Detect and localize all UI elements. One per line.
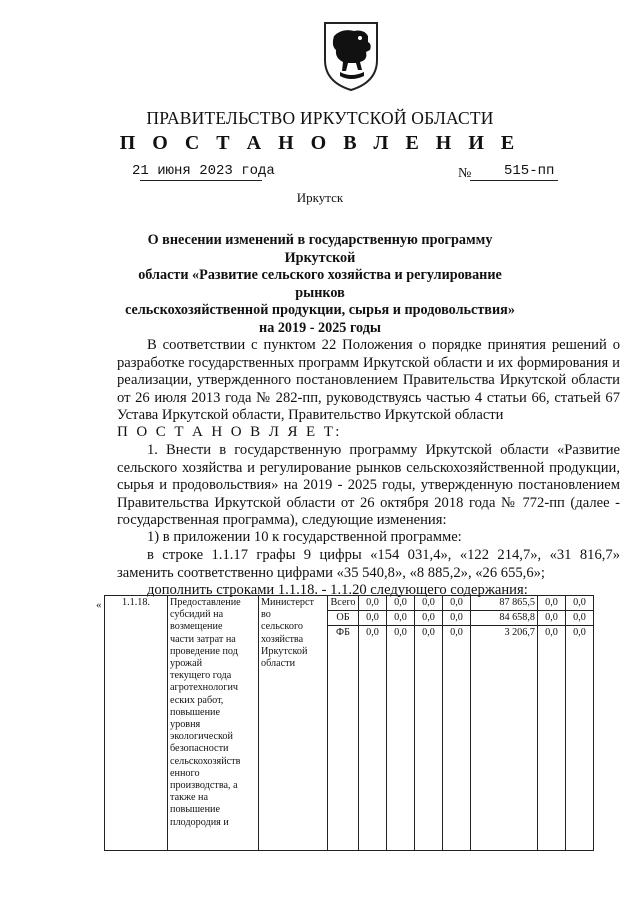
description-line: субсидий на — [170, 609, 224, 621]
document-number: 515-пп — [504, 163, 555, 179]
subject-line: О внесении изменений в государственную программу Иркутской — [147, 232, 493, 266]
table-cell: 0,0 — [387, 626, 415, 851]
responsible-line: области — [261, 658, 296, 670]
description-line: еских работ, — [170, 694, 224, 706]
description-line: части затрат на — [170, 633, 236, 645]
city: Иркутск — [296, 190, 344, 205]
paragraph-replace-figures: в строке 1.1.17 графы 9 цифры «154 031,4», «122 214,7», «31 816,7» заменить соответственно цифрами «35 540,8», «8 885,2», «26 655,6»; — [117, 547, 620, 581]
description-line: урожай — [170, 658, 203, 670]
funding-label: ОБ — [328, 611, 359, 626]
document-date: 21 июня 2023 года — [132, 163, 275, 179]
government-name: ПРАВИТЕЛЬСТВО ИРКУТСКОЙ ОБЛАСТИ — [146, 108, 494, 128]
table-cell: 0,0 — [443, 596, 471, 611]
description-line: повышение — [170, 706, 220, 718]
document-type-title: П О С Т А Н О В Л Е Н И Е — [119, 132, 521, 154]
table-cell: 0,0 — [415, 626, 443, 851]
description-line: проведение под — [170, 645, 238, 657]
table-cell: 0,0 — [443, 626, 471, 851]
table-cell: 0,0 — [538, 611, 566, 626]
description-line: безопасности — [170, 743, 229, 755]
description-line: уровня — [170, 719, 201, 731]
table-cell: 0,0 — [387, 596, 415, 611]
subject-line: области «Развитие сельского хозяйства и регулирование рынков — [138, 267, 502, 301]
paragraph-item-1: 1. Внести в государственную программу Иркутской области «Развитие сельского хозяйства и регулирование рынков сельскохозяйственной продукции, сырья и продовольствия» на 2019 - 2025 годы, утвержденную постановлением Правительства Иркутской области от 26 октября 2018 года № 772-пп (далее - государственная программа), следующие изменения: — [117, 442, 620, 528]
subject-line: сельскохозяйственной продукции, сырья и продовольствия» — [125, 302, 515, 318]
table-cell: 0,0 — [415, 611, 443, 626]
row-code: 1.1.18. — [105, 596, 168, 851]
responsible-line: во — [261, 609, 271, 621]
description-line: повышение — [170, 804, 220, 816]
responsible-line: Иркутской — [261, 645, 308, 657]
description-line: агротехнологич — [170, 682, 239, 694]
table-cell-total: 3 206,7 — [471, 626, 538, 851]
description-line: плодородия и — [170, 816, 229, 828]
table-row — [105, 596, 594, 611]
date-underline — [140, 180, 262, 181]
paragraph-preamble: В соответствии с пунктом 22 Положения о порядке принятия решений о разработке государственных программ Иркутской области и их формирования и реализации, утвержденного постановлением Правительства Иркутской области от 26 июля 2013 года № 282-пп, руководствуясь частью 4 статьи 66, статьей 67 Устава Иркутской области, Правительство Иркутской области — [117, 337, 620, 423]
description-line: возмещение — [170, 621, 223, 633]
table-cell: 0,0 — [443, 611, 471, 626]
funding-label: Всего — [328, 596, 359, 611]
responsible-line: сельского — [261, 621, 303, 633]
table-cell: 0,0 — [566, 596, 594, 611]
description-line: экологической — [170, 731, 233, 743]
funding-label: ФБ — [328, 626, 359, 851]
resolves-heading: П О С Т А Н О В Л Я Е Т: — [117, 424, 342, 440]
table-cell: 0,0 — [387, 611, 415, 626]
table-cell-total: 87 865,5 — [471, 596, 538, 611]
number-sign: № — [458, 166, 472, 181]
description-line: также на — [170, 792, 208, 804]
responsible-line: Министерст — [261, 597, 314, 608]
coat-of-arms-icon — [322, 20, 380, 92]
table-cell: 0,0 — [566, 611, 594, 626]
open-quote: « — [96, 599, 102, 611]
paragraph-subitem-1: 1) в приложении 10 к государственной программе: — [147, 529, 462, 545]
responsible-line: хозяйства — [261, 633, 304, 645]
description-line: производства, а — [170, 780, 238, 792]
table-cell: 0,0 — [359, 596, 387, 611]
number-underline — [470, 180, 558, 181]
table-cell: 0,0 — [359, 626, 387, 851]
subject-line: на 2019 - 2025 годы — [259, 319, 381, 336]
row-responsible — [259, 596, 328, 851]
program-table — [104, 595, 594, 851]
paragraph-add-rows: дополнить строками 1.1.18. - 1.1.20 следующего содержания: — [147, 582, 528, 598]
table-cell: 0,0 — [415, 596, 443, 611]
document-subject — [120, 232, 520, 337]
description-line: енного — [170, 767, 200, 779]
description-line: сельскохозяйств — [170, 755, 241, 767]
description-line: текущего года — [170, 670, 232, 682]
table-cell-total: 84 658,8 — [471, 611, 538, 626]
table-cell: 0,0 — [538, 626, 566, 851]
row-description — [168, 596, 259, 851]
table-cell: 0,0 — [566, 626, 594, 851]
table-cell: 0,0 — [359, 611, 387, 626]
description-line: Предоставление — [170, 597, 241, 608]
table-cell: 0,0 — [538, 596, 566, 611]
